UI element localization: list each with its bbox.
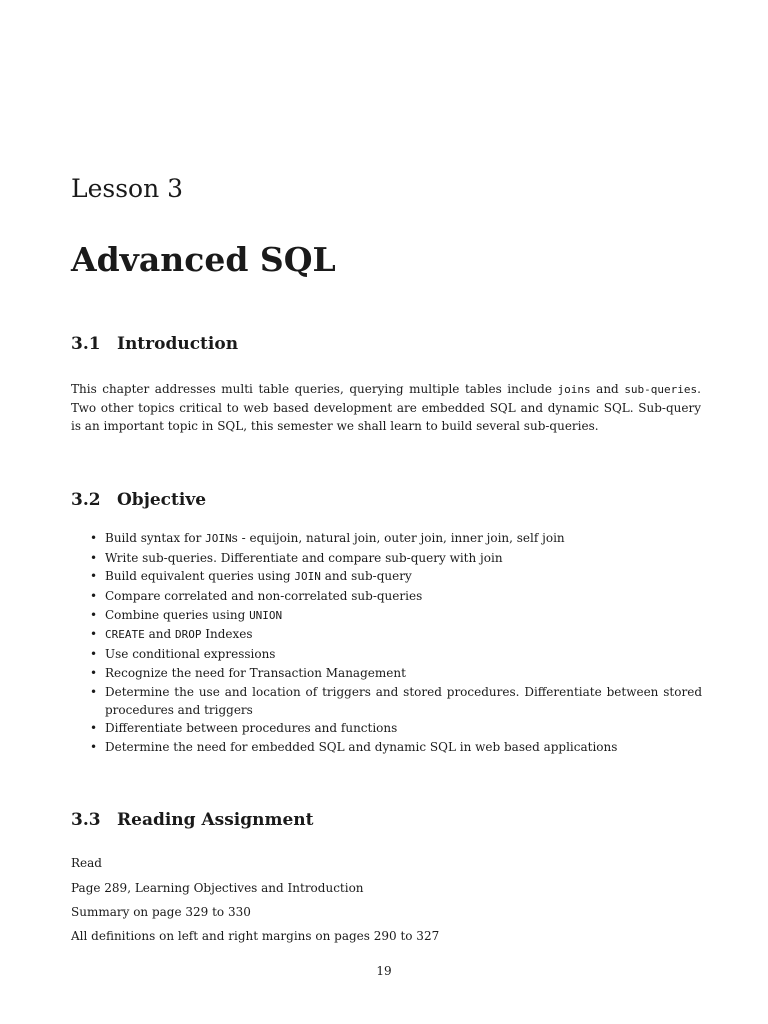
list-item: • Write sub-queries. Differentiate and compare sub-query with join [90, 550, 503, 565]
bullet-icon: • [90, 607, 98, 622]
list-item: • Compare correlated and non-correlated sub-queries [90, 589, 423, 604]
bullet-icon: • [90, 569, 98, 584]
section-number: 3.2 [71, 490, 101, 510]
section-heading-objective [71, 490, 206, 510]
list-item: • Determine the use and location of triggers and stored procedures. Differentiate between stored procedures and triggers [90, 684, 702, 717]
list-item: • Use conditional expressions [90, 647, 276, 662]
page-number: 19 [376, 964, 392, 978]
lesson-heading: Lesson 3 [71, 174, 184, 203]
reading-line: Page 289, Learning Objectives and Introduction [71, 881, 364, 895]
section-heading-reading-assignment [71, 810, 314, 830]
section-number: 3.1 [71, 334, 101, 354]
section-title: Introduction [117, 334, 239, 354]
reading-line: Read [71, 856, 102, 870]
reading-line: Summary on page 329 to 330 [71, 905, 251, 919]
section-heading-introduction [71, 334, 238, 354]
bullet-icon: • [90, 531, 98, 545]
bullet-icon: • [90, 684, 98, 699]
bullet-icon: • [90, 665, 98, 680]
bullet-icon: • [90, 647, 98, 662]
bullet-icon: • [90, 627, 98, 642]
sub-queries-keyword: sub-queries [624, 383, 698, 396]
list-item: • Differentiate between procedures and functions [90, 721, 398, 736]
list-item: • Build syntax for JOINs - equijoin, natural join, outer join, inner join, self join [90, 531, 565, 545]
section-number: 3.3 [71, 810, 101, 830]
reading-line: All definitions on left and right margins on pages 290 to 327 [71, 929, 440, 943]
bullet-icon: • [90, 589, 98, 604]
joins-keyword: joins [557, 383, 591, 396]
list-item: • CREATE and DROP Indexes [90, 627, 253, 642]
list-item: • Build equivalent queries using JOIN and sub-query [90, 569, 412, 584]
list-item: • Recognize the need for Transaction Management [90, 665, 406, 680]
objectives-list [90, 529, 702, 757]
section-title: Reading Assignment [117, 810, 314, 830]
chapter-title: Advanced SQL [71, 240, 336, 279]
bullet-icon: • [90, 739, 98, 754]
section-title: Objective [117, 490, 207, 510]
bullet-icon: • [90, 721, 98, 736]
introduction-paragraph: This chapter addresses multi table queries, querying multiple tables include joins and sub-queries. Two other topics critical to web based development are embedded SQL and dynamic SQL. Sub-query is an important topic in SQL, this semester we shall learn to build several sub-queries. [71, 382, 701, 433]
list-item: • Determine the need for embedded SQL and dynamic SQL in web based applications [90, 739, 618, 754]
bullet-icon: • [90, 550, 98, 565]
list-item: • Combine queries using UNION [90, 607, 283, 622]
